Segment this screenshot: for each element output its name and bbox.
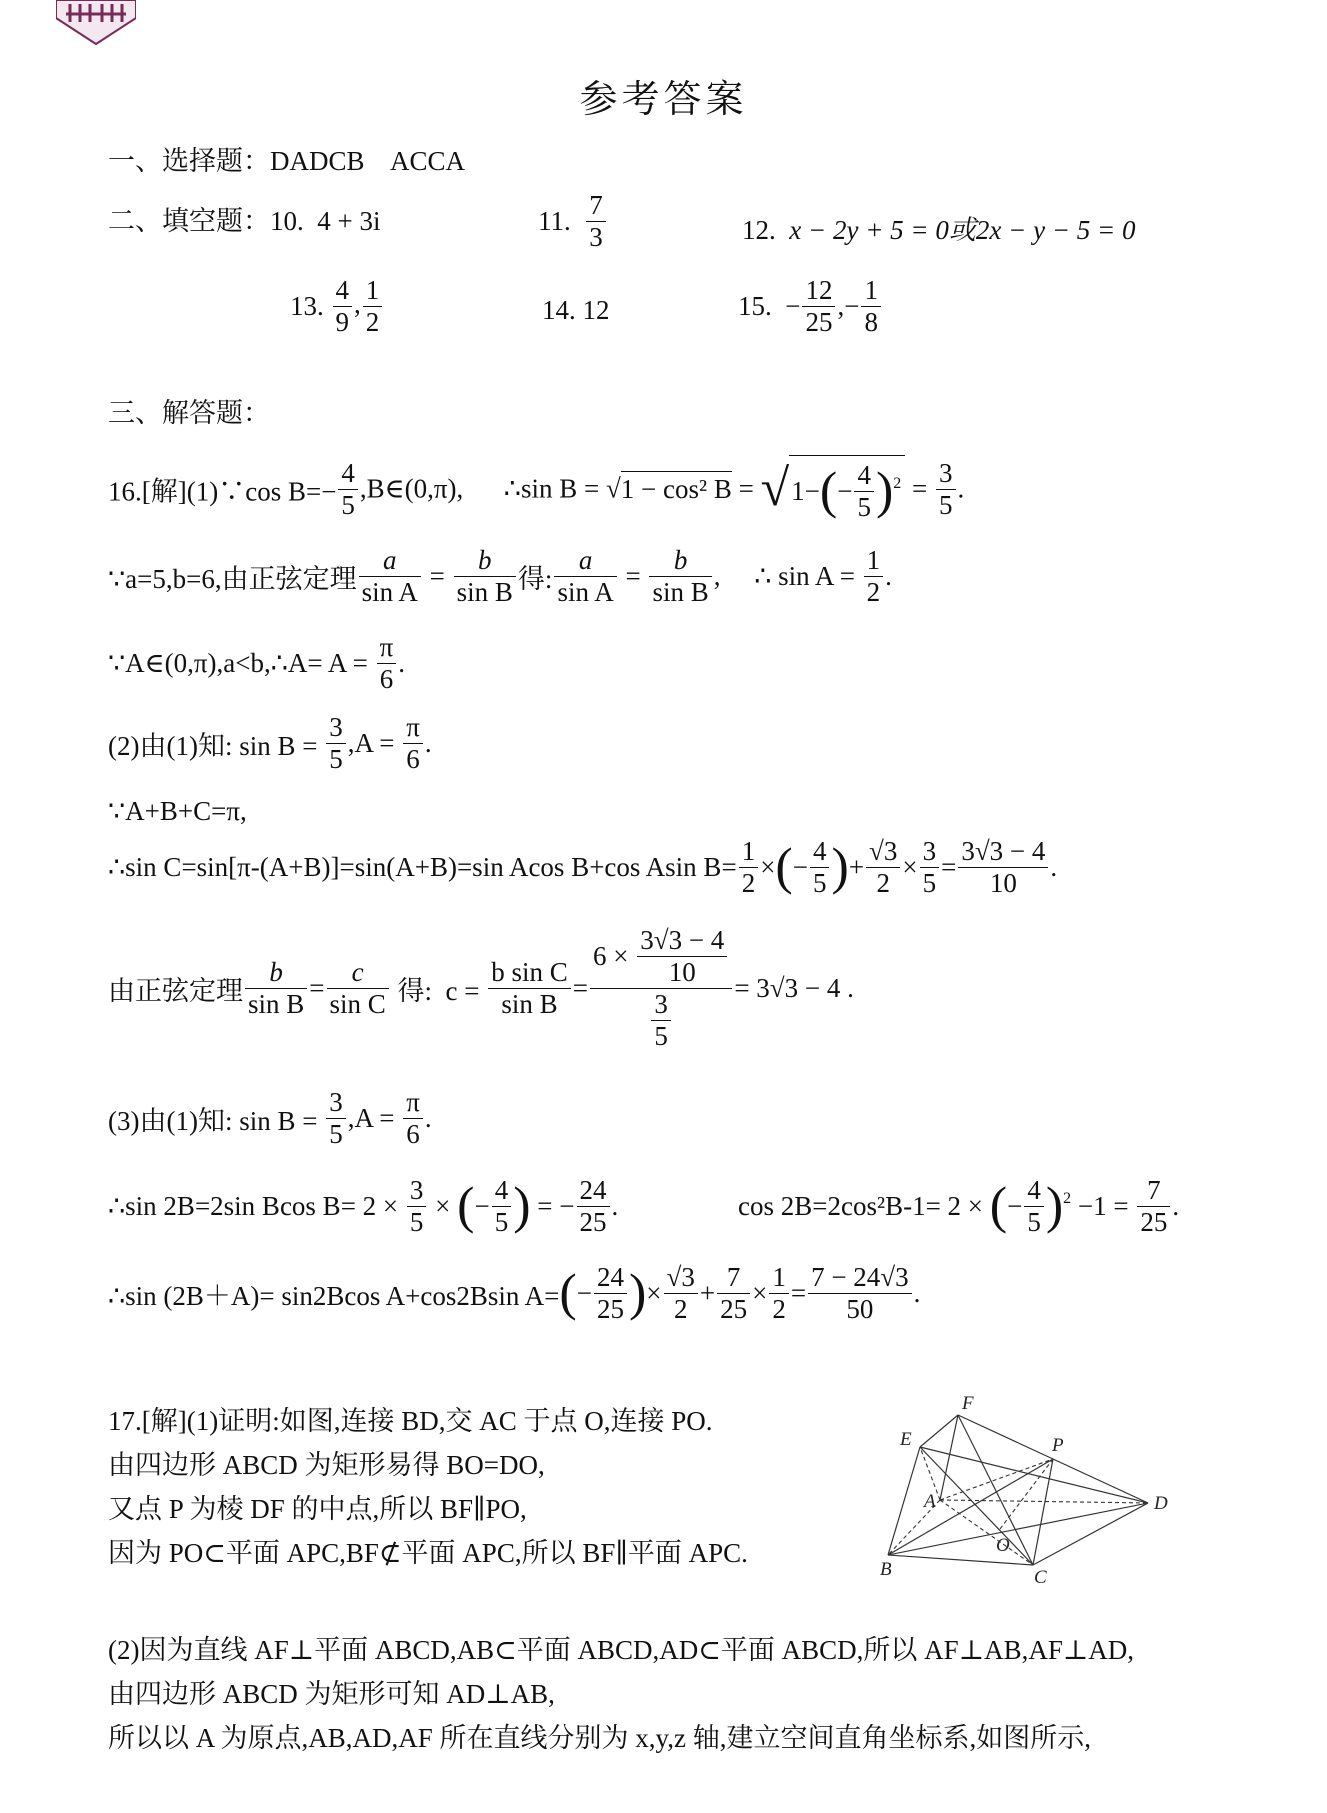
q16-l6-end: .: [1050, 852, 1058, 883]
q16-l7-cb-bot: 5: [654, 1021, 668, 1052]
q15-b-top: 1: [861, 275, 881, 307]
q15-frac-a: [802, 275, 835, 338]
geometry-figure: [880, 1385, 1180, 1585]
q16-line3: [108, 632, 405, 695]
q16-l6-f2-bot: 5: [812, 868, 827, 899]
q16-l4-f2: [403, 712, 423, 775]
q16-l2-fb: [454, 545, 516, 608]
solve-label: 三、解答题：: [108, 398, 270, 428]
q16-l3-f-bot: 6: [379, 664, 394, 695]
q16-l7-cb-top: 3: [651, 989, 671, 1021]
q16-l9-f1: [407, 1175, 427, 1238]
q16-l9-f4-top: 4: [1024, 1175, 1044, 1207]
q16-l6-m2: +: [848, 852, 865, 883]
label-E: E: [900, 1429, 912, 1450]
q16-l2-fe-top: 1: [864, 545, 884, 577]
q11-bot: 3: [589, 222, 603, 253]
q16-line10: ∴sin (2B＋A)= sin2Bcos A+cos2Bsin A=(− $\frac{24}{25}$ )× $\frac{√3}{2}$ + $\frac{7}{25}$ × $\frac{1}{2}$ = $\frac{7 - 24√3}{50}$ .: [108, 1262, 921, 1325]
q16-l3-f-top: π: [377, 632, 397, 664]
q16-l2-fd: [649, 545, 711, 608]
q16-line6: ∴sin C=sin[π-(A+B)]=sin(A+B)=sin Acos B+cos Asin B= $\frac{1}{2}$ ×(− $\frac{4}{5}$ )+ $\frac{√3}{2}$ × $\frac{3}{5}$ = $\frac{3√3 - 4}{10}$ .: [108, 836, 1058, 899]
q16-l9-f1-bot: 5: [409, 1207, 424, 1238]
q15-a-top: 12: [802, 275, 835, 307]
q13-a-bot: 9: [335, 307, 349, 338]
q16-l10-f3-bot: 25: [720, 1294, 748, 1325]
q16-l9-end: .: [611, 1191, 619, 1222]
label-D: D: [1154, 1493, 1168, 1514]
q16-l2-fa: [359, 545, 421, 608]
q16-l2-end: .: [885, 561, 892, 592]
q13: 13. $\frac{4}{9}$ , $\frac{1}{2}$: [290, 275, 384, 338]
q16-l6-f1-bot: 2: [741, 868, 756, 899]
q10-answer: 4 + 3i: [317, 206, 381, 236]
q16-l6-text: ∴sin C=sin[π-(A+B)]=sin(A+B)=sin Acos B+cos Asin B=: [108, 852, 737, 883]
q16-l4-end: .: [424, 728, 432, 759]
q16-l10-f2: [664, 1262, 698, 1325]
q12-num: 12.: [742, 215, 776, 245]
q16-l9-f3-top: 24: [577, 1175, 610, 1207]
q16-l1-eq2: =: [905, 473, 935, 504]
choice-answers: DADCB ACCA: [270, 146, 466, 176]
q16-l1-f2-bot: 5: [857, 492, 871, 523]
q16-l6-f5-bot: 10: [989, 868, 1017, 899]
q16-l9-f2: [492, 1175, 512, 1238]
q16-l7-res: = 3√3 − 4 .: [734, 973, 854, 1004]
q16-l7-mid: 得: c =: [397, 976, 487, 1007]
q16-l9-m: ×: [428, 1191, 458, 1222]
q16-l8-text: (3)由(1)知: sin B =: [108, 1106, 325, 1137]
fill-label-text: 二、填空题：: [108, 206, 270, 236]
q11-num: 11.: [538, 206, 571, 237]
q16-l2-fe-bot: 2: [866, 577, 881, 608]
label-O: O: [996, 1535, 1010, 1556]
q16-l6-m1: ×: [760, 852, 776, 883]
q17-line4: 因为 PO⊂平面 APC,BF⊄平面 APC,所以 BF∥平面 APC.: [108, 1538, 748, 1568]
q16-l7-cf-top: 3√3 − 4: [637, 925, 727, 957]
q16-l10-f2-bot: 2: [673, 1294, 688, 1325]
q16-l9-r2: −1 =: [1071, 1191, 1136, 1222]
edge-CD: [1033, 1503, 1148, 1565]
q16-l10-end: .: [913, 1278, 921, 1309]
q16-l10-f5-bot: 50: [846, 1294, 874, 1325]
q16-l1-f2: [854, 460, 874, 523]
q16-l2-eq: =: [422, 561, 452, 592]
q16-l2-fb-bot: sin B: [456, 577, 513, 608]
q16-l2-head: ∵a=5,b=6,由正弦定理: [108, 564, 357, 595]
q16-l7-f2-bot: sin C: [329, 989, 386, 1020]
school-logo: [56, 0, 136, 46]
q16-l6-f1: [739, 836, 759, 899]
q16-l4-f1-bot: 5: [329, 744, 343, 775]
q16-l3-end: .: [398, 648, 406, 679]
q16-l9-eq: = −: [530, 1191, 575, 1222]
q16-l7-cf-bot: 10: [668, 957, 696, 988]
q16-l1-eq: =: [731, 473, 761, 504]
q16-l7-f3-top: b sin C: [488, 957, 571, 989]
q14-num: 14.: [542, 295, 576, 325]
q16-l8-end: .: [424, 1103, 432, 1134]
q16-l4-f2-bot: 6: [406, 744, 420, 775]
label-A: A: [924, 1491, 936, 1512]
q16-l7-complex-bot: [590, 989, 732, 1052]
q16-l8-f2-top: π: [403, 1087, 423, 1119]
q16-l7-f1-bot: sin B: [248, 989, 305, 1020]
q16-l7-f3: [488, 957, 571, 1020]
q16-l2-fc-bot: sin A: [557, 577, 614, 608]
q10-num: 10.: [270, 206, 304, 236]
q16-line9: ∴sin 2B=2sin Bcos B= 2 × $\frac{3}{5}$ × (− $\frac{4}{5}$ ) = − $\frac{24}{25}$ .: [108, 1175, 619, 1238]
page-title: 参考答案: [579, 79, 748, 121]
q17-part2-line2: 由四边形 ABCD 为矩形可知 AD⊥AB,: [108, 1679, 555, 1709]
q16-l9-r: cos 2B=2cos²B-1= 2 ×: [738, 1191, 990, 1222]
q16-l6-f5-top: 3√3 − 4: [958, 836, 1048, 868]
q16-line9-right: cos 2B=2cos²B-1= 2 × (− $\frac{4}{5}$ )$^2$ −1 = $\frac{7}{25}$ .: [738, 1175, 1180, 1238]
q16-l1-end: .: [957, 473, 965, 504]
q15-num: 15.: [738, 291, 772, 322]
q16-l10-f4: [769, 1262, 789, 1325]
q16-l4-mid: ,A =: [347, 728, 402, 759]
q16-l2-fa-bot: sin A: [361, 577, 418, 608]
q16-l1-sqrt2a: 1−: [791, 476, 820, 507]
fill-label: [108, 208, 380, 235]
q16-l10-eq: =: [790, 1278, 807, 1309]
label-B: B: [880, 1559, 892, 1580]
q16-l7-f1: [245, 957, 307, 1020]
q16-l2-mid: 得:: [517, 564, 553, 595]
q13-frac-b: [363, 275, 383, 338]
q16-l6-f3-bot: 2: [876, 868, 890, 899]
q16-l10-f5-top: 7 − 24√3: [808, 1262, 912, 1294]
q15: 15. − $\frac{12}{25}$ ,− $\frac{1}{8}$: [738, 275, 883, 338]
q16-l1-f1-bot: 5: [341, 489, 355, 520]
q17-part2-line1: (2)因为直线 AF⊥平面 ABCD,AB⊂平面 ABCD,AD⊂平面 ABCD,所以 AF⊥AB,AF⊥AD,: [108, 1635, 1134, 1665]
q16-l7-text: 由正弦定理: [108, 976, 243, 1007]
q13-b-bot: 2: [365, 307, 380, 338]
q16-l10-f2-top: √3: [664, 1262, 698, 1294]
q16-l10-m2: +: [699, 1278, 716, 1309]
q16-l7-complex: [590, 925, 732, 1052]
q17-line1: 17.[解](1)证明:如图,连接 BD,交 AC 于点 O,连接 PO.: [108, 1406, 713, 1436]
q16-l7-f2: [327, 957, 389, 1020]
edge-BC: [888, 1555, 1033, 1565]
q16-line4: [108, 712, 432, 775]
q16-l9-f4: [1024, 1175, 1044, 1238]
q13-frac-a: [333, 275, 353, 338]
q16-l9-f1-top: 3: [407, 1175, 427, 1207]
q16-l6-f4-top: 3: [920, 836, 940, 868]
q16-l1-f3-top: 3: [936, 458, 956, 490]
q12: [742, 208, 1136, 247]
q16-l9-end2: .: [1172, 1191, 1180, 1222]
q15-a-bot: 25: [805, 307, 833, 338]
label-P: P: [1052, 1435, 1064, 1456]
q15-frac-b: [861, 275, 881, 338]
q16-l1-f2-top: 4: [854, 460, 874, 492]
q13-a-top: 4: [333, 275, 353, 307]
q16-l9-f5-bot: 25: [1140, 1207, 1168, 1238]
q16-l10-f5: [808, 1262, 912, 1325]
q16-l6-f1-top: 1: [739, 836, 759, 868]
q16-l9-f4-bot: 5: [1027, 1207, 1041, 1238]
q16-l9-f3: [577, 1175, 610, 1238]
q16-l1-f1-top: 4: [338, 458, 358, 490]
q16-l1-head: 16.[解](1)∵cos B=−: [108, 476, 337, 507]
q16-l2-fa-top: a: [359, 545, 421, 577]
q16-l2-fc: [554, 545, 616, 608]
q14-answer: 12: [582, 295, 610, 325]
q16-l8-f1-bot: 5: [329, 1119, 343, 1150]
q16-l9-f2-bot: 5: [494, 1207, 509, 1238]
q16-l2-fb-top: b: [454, 545, 516, 577]
edge-EC: [920, 1447, 1033, 1565]
q16-l10-text: ∴sin (2B＋A)= sin2Bcos A+cos2Bsin A=: [108, 1281, 560, 1312]
edge-AD: [940, 1500, 1148, 1503]
q16-l2-tail: , ∴ sin A =: [713, 561, 862, 592]
q16-l9-f5: [1137, 1175, 1170, 1238]
q16-line8: [108, 1087, 432, 1150]
q16-l1-f3-bot: 5: [939, 489, 953, 520]
q16-l10-f3-top: 7: [717, 1262, 750, 1294]
q16-l7-ct: 6 ×: [593, 941, 636, 972]
q16-l2-fd-bot: sin B: [652, 577, 709, 608]
edge-OP: [1000, 1459, 1053, 1529]
q16-l8-f1-top: 3: [326, 1087, 346, 1119]
q17-part2-line3: 所以以 A 为原点,AB,AD,AF 所在直线分别为 x,y,z 轴,建立空间直角坐标系,如图所示,: [108, 1723, 1092, 1753]
q16-l2-fe: [864, 545, 884, 608]
q17-line2: 由四边形 ABCD 为矩形易得 BO=DO,: [108, 1450, 545, 1480]
edge-AP: [940, 1459, 1053, 1500]
q16-l9-f5-top: 7: [1137, 1175, 1170, 1207]
edge-AC: [940, 1500, 1033, 1565]
q16-l8-f2-bot: 6: [406, 1119, 420, 1150]
choice-line: [108, 148, 465, 175]
q16-l1-f3: [936, 458, 956, 521]
q11-fraction: [586, 190, 606, 253]
q16-l4-f1: [326, 712, 346, 775]
q16-l7-cb: [651, 989, 671, 1052]
q16-l2-fc-top: a: [554, 545, 616, 577]
q16-l3-f: [377, 632, 397, 695]
q16-l10-f1-bot: 25: [596, 1294, 624, 1325]
q16-line5: ∵A+B+C=π,: [108, 796, 247, 826]
q16-l7-complex-top: [590, 925, 732, 989]
q12-answer: x − 2y + 5 = 0或2x − y − 5 = 0: [789, 215, 1136, 245]
q16-line1: 16.[解](1)∵cos B=− $\frac{4}{5}$ ,B∈(0,π), ∴sin B = √1 − cos² B = √1−(− $\frac{4}{5}$ )$^2$ = $\frac{3}{5}$ .: [108, 455, 964, 523]
q16-l10-f1: [594, 1262, 627, 1325]
q16-l6-f4-bot: 5: [922, 868, 937, 899]
q11-top: 7: [586, 190, 606, 222]
q16-l9-f2-top: 4: [492, 1175, 512, 1207]
q16-l10-f4-bot: 2: [772, 1294, 786, 1325]
q16-l7-eq: =: [309, 973, 325, 1004]
q16-l10-f4-top: 1: [769, 1262, 789, 1294]
q14: [542, 295, 610, 326]
label-C: C: [1034, 1567, 1047, 1585]
q16-l7-cf: [637, 925, 727, 988]
q16-l6-m3: ×: [902, 852, 918, 883]
q16-l1-mid: ,B∈(0,π), ∴sin B =: [359, 473, 606, 504]
q16-l9-text: ∴sin 2B=2sin Bcos B= 2 ×: [108, 1191, 405, 1222]
q16-l8-f2: [403, 1087, 423, 1150]
q16-l9-f3-bot: 25: [579, 1207, 607, 1238]
q16-l7-eq2: =: [572, 973, 589, 1004]
q16-l1-f1: [338, 458, 358, 521]
q16-l6-f5: [958, 836, 1048, 899]
q16-l2-fd-top: b: [649, 545, 711, 577]
q16-l1-sqrt1: 1 − cos² B: [621, 471, 732, 504]
q16-l7-f3-bot: sin B: [501, 989, 558, 1020]
q16-l6-eq: =: [941, 852, 957, 883]
q16-line7: [108, 925, 854, 1052]
q16-l8-mid: ,A =: [347, 1103, 402, 1134]
q13-b-top: 1: [363, 275, 383, 307]
q16-l10-m1: ×: [646, 1278, 662, 1309]
q17-line3: 又点 P 为棱 DF 的中点,所以 BF∥PO,: [108, 1494, 527, 1524]
q16-l3-text: ∵A∈(0,π),a<b,∴A= A =: [108, 648, 375, 679]
q16-l4-f2-top: π: [403, 712, 423, 744]
q13-num: 13.: [290, 291, 324, 322]
q15-b-bot: 8: [864, 307, 878, 338]
q16-l10-m3: ×: [752, 1278, 768, 1309]
q11: [538, 190, 608, 253]
q16-l6-f2: [810, 836, 830, 899]
q16-line2: ∵a=5,b=6,由正弦定理 $\frac{a}{\text{sin A}}$ = $\frac{b}{\text{sin B}}$ 得: $\frac{a}{\text{sin A}}$ = $\frac{b}{\text{sin B}}$ , ∴ sin A = $\frac{1}{2}$ .: [108, 545, 892, 608]
q16-l4-f1-top: 3: [326, 712, 346, 744]
q16-l6-f3: [866, 836, 900, 899]
q16-l6-f4: [920, 836, 940, 899]
q16-l10-f1-top: 24: [594, 1262, 627, 1294]
q16-l4-text: (2)由(1)知: sin B =: [108, 731, 325, 762]
q16-l8-f1: [326, 1087, 346, 1150]
q16-l10-f3: [717, 1262, 750, 1325]
q16-l6-f2-top: 4: [810, 836, 830, 868]
q16-l7-f2-top: c: [327, 957, 389, 989]
q16-l6-f3-top: √3: [866, 836, 900, 868]
label-F: F: [962, 1393, 974, 1414]
choice-label: 一、选择题：: [108, 146, 270, 176]
q16-l7-f1-top: b: [245, 957, 307, 989]
